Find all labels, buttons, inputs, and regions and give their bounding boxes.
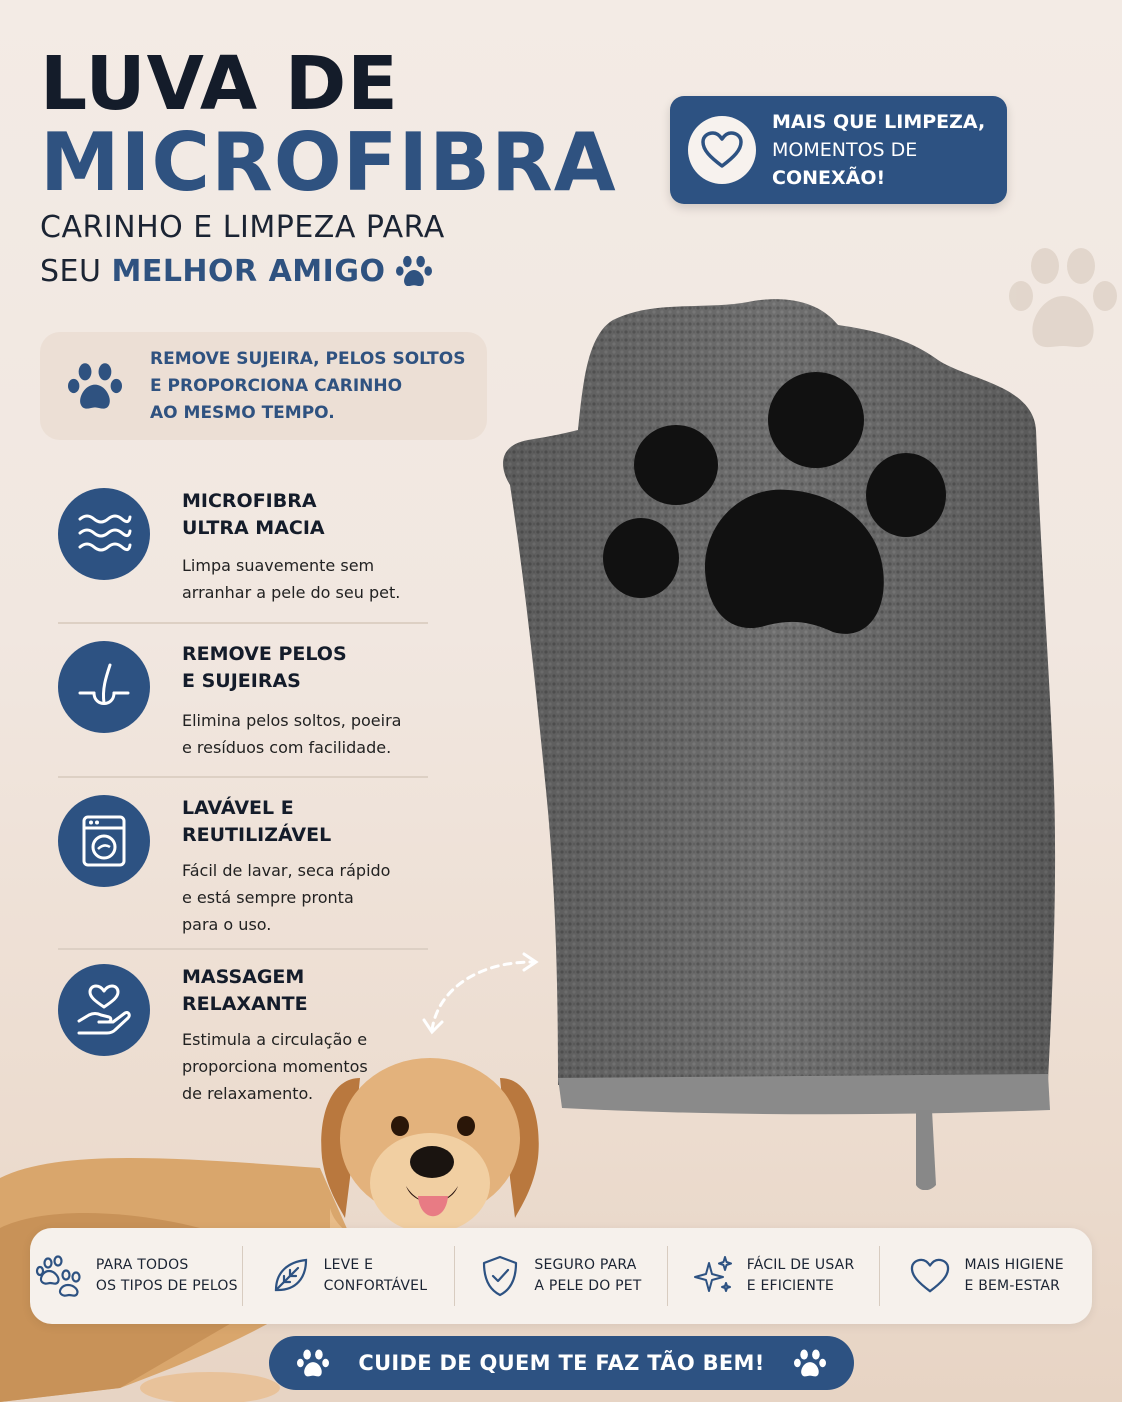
microfiber-glove-image xyxy=(488,290,1068,1190)
subtitle-line2 xyxy=(40,253,433,289)
feature-desc-line1: Fácil de lavar, seca rápido xyxy=(182,861,391,880)
badge-text xyxy=(772,108,985,192)
benefit-line1: PARA TODOS xyxy=(95,1257,189,1273)
benefit-text xyxy=(534,1255,641,1297)
badge-line1: MAIS QUE LIMPEZA, xyxy=(772,111,986,133)
cta-label: CUIDE DE QUEM TE FAZ TÃO BEM! xyxy=(358,1351,765,1375)
feature-microfiber xyxy=(58,488,428,608)
heart-icon xyxy=(700,130,744,170)
page-title-line1: LUVA DE xyxy=(40,41,399,127)
badge-icon-circle xyxy=(688,116,756,184)
feature-description xyxy=(182,552,432,606)
benefit-hygiene xyxy=(879,1246,1092,1306)
divider xyxy=(58,622,428,624)
subtitle-line1: CARINHO E LIMPEZA PARA xyxy=(40,210,445,245)
feature-title-line2: ULTRA MACIA xyxy=(182,517,325,539)
feature-icon-circle xyxy=(58,964,150,1056)
sparkles-icon xyxy=(693,1255,733,1297)
feature-desc-line3: para o uso. xyxy=(182,915,272,934)
benefits-bar xyxy=(30,1228,1092,1324)
paw-icon xyxy=(793,1347,827,1379)
feature-desc-line1: Estimula a circulação e xyxy=(182,1030,368,1049)
feature-title xyxy=(182,641,442,695)
feature-description xyxy=(182,707,432,761)
feature-title-line1: LAVÁVEL E xyxy=(182,797,294,819)
hand-heart-icon xyxy=(75,983,133,1037)
benefit-line1: FÁCIL DE USAR xyxy=(746,1257,855,1273)
benefit-line2: A PELE DO PET xyxy=(534,1278,642,1294)
feature-washable xyxy=(58,795,428,935)
feature-remove-hair xyxy=(58,641,428,761)
info-pill xyxy=(40,332,487,440)
feature-desc-line1: Limpa suavemente sem xyxy=(182,556,375,575)
benefit-text xyxy=(96,1255,238,1297)
badge-line2: MOMENTOS DE xyxy=(772,139,918,161)
benefit-text xyxy=(965,1255,1064,1297)
paw-icon xyxy=(296,1347,330,1379)
feature-desc-line3: de relaxamento. xyxy=(182,1084,314,1103)
cta-banner xyxy=(269,1336,854,1390)
page-title-line2: MICROFIBRA xyxy=(40,116,617,209)
paw-icon xyxy=(395,253,433,289)
feature-icon-circle xyxy=(58,641,150,733)
benefit-line1: SEGURO PARA xyxy=(534,1257,637,1273)
feature-title-line2: REUTILIZÁVEL xyxy=(182,824,332,846)
hair-follicle-icon xyxy=(76,659,132,715)
feature-title xyxy=(182,795,442,849)
feature-title-line1: REMOVE PELOS xyxy=(182,643,347,665)
benefit-text xyxy=(747,1255,855,1297)
badge-line3: CONEXÃO! xyxy=(772,167,886,189)
benefit-text xyxy=(324,1255,428,1297)
info-line3: AO MESMO TEMPO. xyxy=(150,402,335,423)
info-pill-text xyxy=(150,346,465,427)
washing-machine-icon xyxy=(80,814,128,868)
paws-icon xyxy=(34,1255,82,1297)
feature-desc-line1: Elimina pelos soltos, poeira xyxy=(182,711,402,730)
feature-desc-line2: e resíduos com facilidade. xyxy=(182,738,392,757)
heart-icon xyxy=(909,1257,951,1295)
divider xyxy=(58,948,428,950)
benefit-all-coats xyxy=(30,1246,242,1306)
shield-check-icon xyxy=(480,1254,520,1298)
feature-desc-line2: e está sempre pronta xyxy=(182,888,354,907)
benefit-lightweight xyxy=(242,1246,455,1306)
divider xyxy=(58,776,428,778)
info-line2: E PROPORCIONA CARINHO xyxy=(150,375,403,396)
feature-icon-circle xyxy=(58,795,150,887)
feature-desc-line2: arranhar a pele do seu pet. xyxy=(182,583,401,602)
paw-icon xyxy=(66,359,124,413)
connection-badge xyxy=(670,96,1007,204)
leaf-icon xyxy=(270,1256,310,1296)
benefit-line2: OS TIPOS DE PELOS xyxy=(95,1278,238,1294)
waves-icon xyxy=(76,511,132,557)
feature-title-line2: RELAXANTE xyxy=(182,993,308,1015)
feature-desc-line2: proporciona momentos xyxy=(182,1057,368,1076)
benefit-line1: LEVE E xyxy=(323,1257,374,1273)
subtitle-prefix: SEU xyxy=(40,253,102,289)
feature-title-line1: MASSAGEM xyxy=(182,966,305,988)
dashed-arrow-icon xyxy=(420,948,544,1040)
benefit-line2: CONFORTÁVEL xyxy=(323,1278,428,1294)
benefit-line2: E BEM-ESTAR xyxy=(964,1278,1061,1294)
feature-title-line2: E SUJEIRAS xyxy=(182,670,301,692)
benefit-safe xyxy=(454,1246,667,1306)
benefit-easy xyxy=(667,1246,880,1306)
feature-title xyxy=(182,964,442,1018)
info-line1: REMOVE SUJEIRA, PELOS SOLTOS xyxy=(150,348,466,369)
feature-title-line1: MICROFIBRA xyxy=(182,490,317,512)
feature-icon-circle xyxy=(58,488,150,580)
feature-title xyxy=(182,488,442,542)
feature-description xyxy=(182,857,432,938)
benefit-line2: E EFICIENTE xyxy=(746,1278,834,1294)
subtitle-highlight: MELHOR AMIGO xyxy=(111,253,386,289)
benefit-line1: MAIS HIGIENE xyxy=(964,1257,1064,1273)
